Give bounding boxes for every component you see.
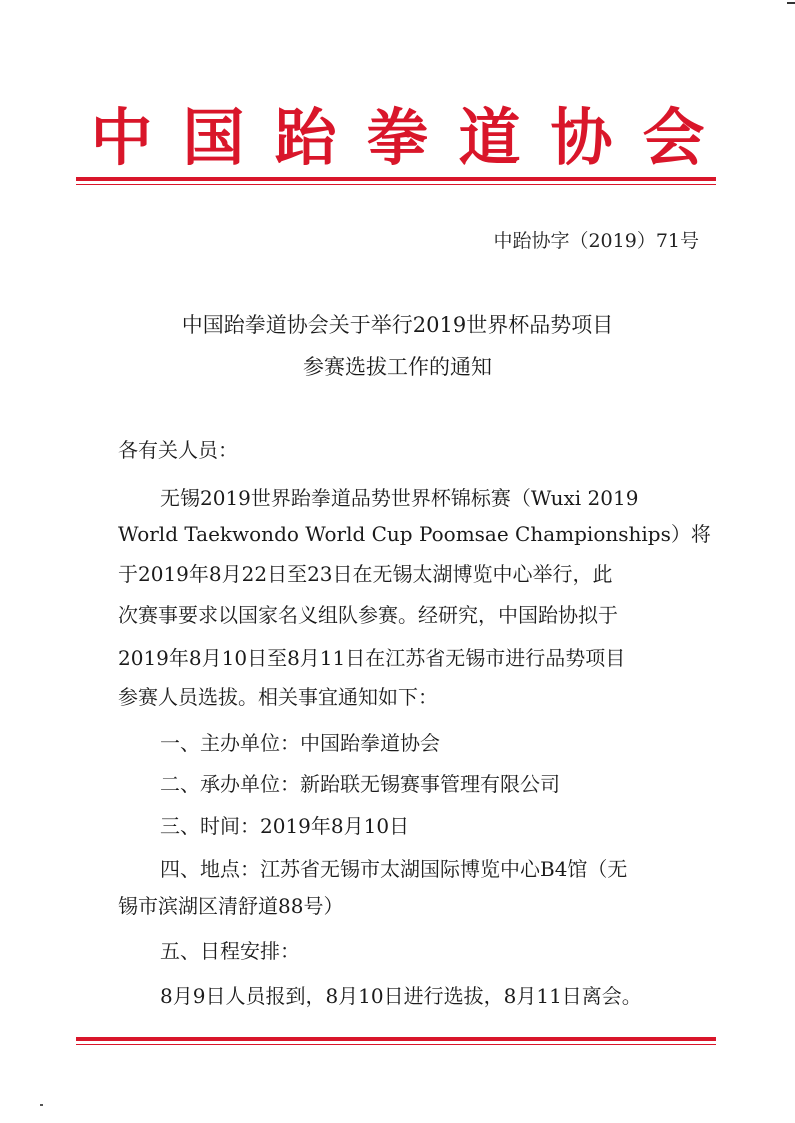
body-line-5: 2019年8月10日至8月11日在江苏省无锡市进行品势项目 (118, 646, 626, 670)
body-line-6: 参赛人员选拔。相关事宜通知如下： (118, 685, 438, 709)
item-location-line-1: 四、地点：江苏省无锡市太湖国际博览中心B4馆（无 (160, 857, 628, 881)
salutation: 各有关人员： (118, 438, 238, 462)
letterhead-rule-thick (76, 177, 716, 181)
item-time: 三、时间：2019年8月10日 (160, 814, 410, 838)
letterhead-org-name: 中国跆拳道协会 (90, 101, 735, 174)
body-line-4: 次赛事要求以国家名义组队参赛。经研究，中国跆协拟于 (118, 603, 618, 627)
item-location-line-2: 锡市滨湖区清舒道88号） (118, 894, 344, 918)
schedule-heading: 五、日程安排： (160, 939, 300, 963)
item-organizer: 一、主办单位：中国跆拳道协会 (160, 731, 440, 755)
body-line-3: 于2019年8月22日至23日在无锡太湖博览中心举行，此 (118, 562, 613, 586)
document-number: 中跆协字（2019）71号 (493, 230, 699, 252)
body-line-1: 无锡2019世界跆拳道品势世界杯锦标赛（Wuxi 2019 (160, 486, 639, 510)
footer-rule-thin (76, 1044, 716, 1045)
item-host: 二、承办单位：新跆联无锡赛事管理有限公司 (160, 772, 560, 796)
footer-rule-thick (76, 1037, 716, 1041)
schedule-detail: 8月9日人员报到，8月10日进行选拔，8月11日离会。 (160, 984, 642, 1008)
body-line-2: World Taekwondo World Cup Poomsae Championships）将 (118, 522, 711, 546)
document-title-line-1: 中国跆拳道协会关于举行2019世界杯品势项目 (181, 313, 614, 337)
scan-speck (40, 1104, 43, 1106)
document-title-line-2: 参赛选拔工作的通知 (303, 355, 492, 379)
letterhead-rule-thin (76, 184, 716, 185)
scan-corner-mark (787, 2, 795, 4)
